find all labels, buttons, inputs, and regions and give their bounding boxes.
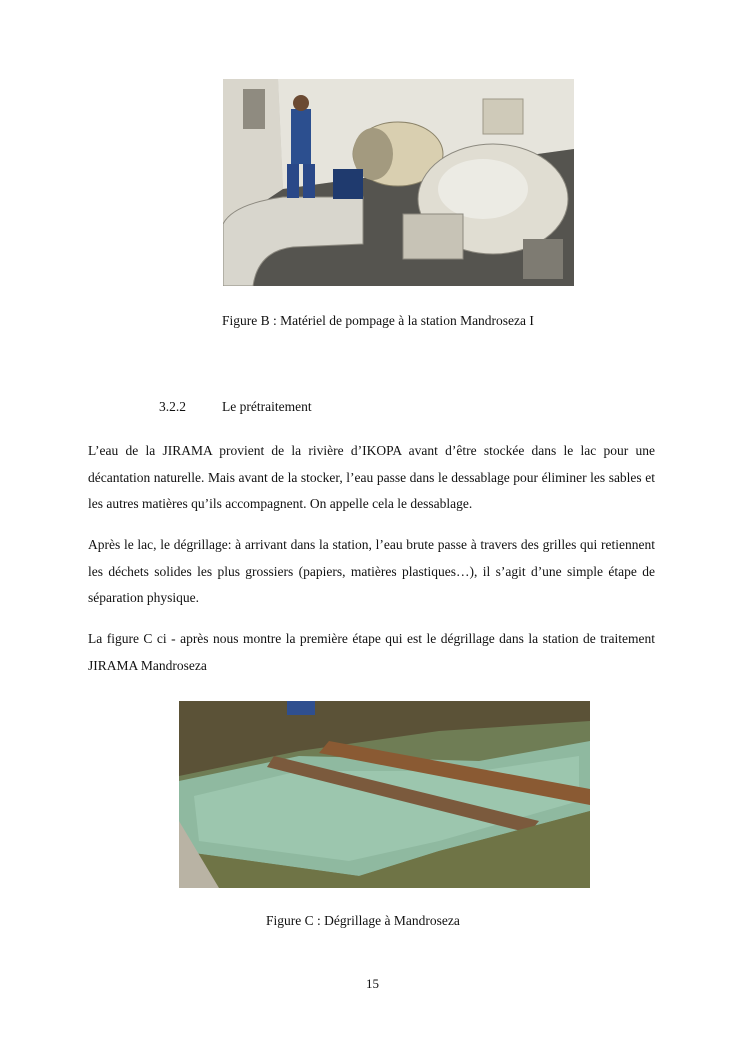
figure-c-photo <box>179 701 590 888</box>
paragraph-figure-reference: La figure C ci - après nous montre la première étape qui est le dégrillage dans la station de traitement JIRAMA Mandroseza <box>88 631 655 673</box>
figure-b-caption: Figure B : Matériel de pompage à la station Mandroseza I <box>222 313 534 328</box>
paragraph-origin: L’eau de la JIRAMA provient de la rivière d’IKOPA avant d’être stockée dans le lac pour une décantation naturelle. Mais avant de la stocker, l’eau passe dans le dessablage pour éliminer les sables et les autres matières qu’ils accompagnent. On appelle cela le dessablage. <box>88 443 655 512</box>
section-title: Le prétraitement <box>222 399 312 414</box>
figure-c-caption: Figure C : Dégrillage à Mandroseza <box>266 913 460 928</box>
paragraph-screening: Après le lac, le dégrillage: à arrivant dans la station, l’eau brute passe à travers des grilles qui retiennent les déchets solides les plus grossiers (papiers, matières plastiques…), il s’agit d’une simple étape de séparation physique. <box>88 537 655 606</box>
section-number: 3.2.2 <box>159 399 186 414</box>
figure-b-photo <box>223 79 574 286</box>
page-number: 15 <box>366 976 379 991</box>
